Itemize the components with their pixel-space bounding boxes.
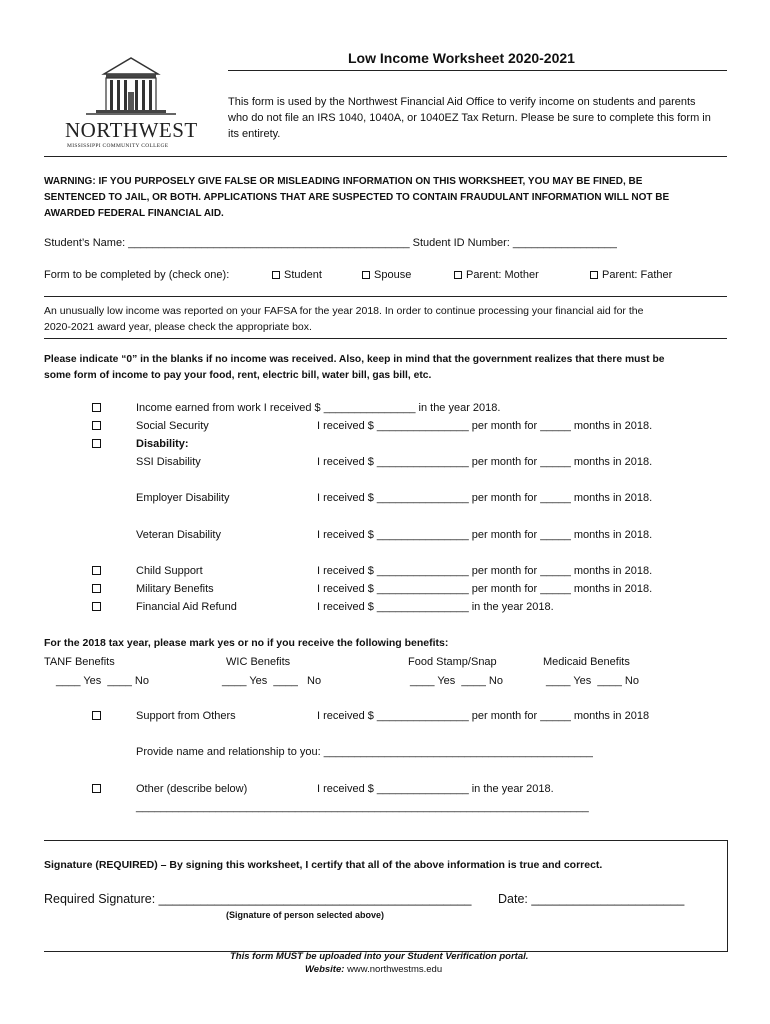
military-benefits-detail: I received $ _______________ per month for _____ months in 2018.	[317, 583, 653, 595]
checkbox-icon[interactable]	[590, 271, 598, 279]
veteran-disability-label: Veteran Disability	[136, 529, 221, 541]
required-signature-line[interactable]: Required Signature: _____________________________________________	[44, 892, 472, 906]
unusual-line: 2020-2021 award year, please check the appropriate box.	[44, 321, 312, 333]
disability-label: Disability:	[136, 438, 189, 450]
option-spouse[interactable]	[362, 269, 411, 281]
option-label: Spouse	[374, 269, 412, 281]
employer-disability-label: Employer Disability	[136, 492, 230, 504]
work-income-checkbox[interactable]	[92, 403, 101, 412]
financial-aid-refund-detail: I received $ _______________ in the year 2018.	[317, 601, 554, 613]
disability-checkbox[interactable]	[92, 439, 101, 448]
work-income-text: Income earned from work I received $ _______________ in the year 2018.	[136, 402, 501, 414]
social-security-label: Social Security	[136, 420, 209, 432]
tanf-label: TANF Benefits	[44, 656, 115, 668]
other-label: Other (describe below)	[136, 783, 248, 795]
child-support-checkbox[interactable]	[92, 566, 101, 575]
wic-yes-no[interactable]: ____ Yes ____ No	[222, 675, 322, 687]
social-security-checkbox[interactable]	[92, 421, 101, 430]
other-description-line: __________________________________________________________________________	[136, 801, 589, 813]
website-link[interactable]: www.northwestms.edu	[347, 964, 443, 975]
social-security-detail: I received $ _______________ per month for _____ months in 2018.	[317, 420, 653, 432]
completed-by-label: Form to be completed by (check one):	[44, 269, 230, 281]
support-checkbox[interactable]	[92, 711, 101, 720]
title-rule	[228, 70, 727, 71]
ssi-detail: I received $ _______________ per month for _____ months in 2018.	[317, 456, 653, 468]
option-parent-father[interactable]	[590, 269, 672, 281]
medicaid-label: Medicaid Benefits	[543, 656, 630, 668]
support-detail: I received $ _______________ per month for _____ months in 2018	[317, 710, 650, 722]
section-rule	[44, 296, 727, 297]
signature-certification: Signature (REQUIRED) – By signing this worksheet, I certify that all of the above information is true and correct.	[44, 859, 603, 871]
medicaid-yes-no[interactable]: ____ Yes ____ No	[546, 675, 639, 687]
warning-line: AWARDED FEDERAL FINANCIAL AID.	[44, 208, 224, 219]
financial-aid-refund-checkbox[interactable]	[92, 602, 101, 611]
option-label: Parent: Father	[602, 269, 673, 281]
logo-name: NORTHWEST	[65, 118, 198, 142]
provide-relationship-line: Provide name and relationship to you: ____________________________________________	[136, 746, 593, 758]
website-label: Website:	[305, 964, 345, 975]
upload-notice: This form MUST be uploaded into your Student Verification portal.	[230, 951, 529, 962]
intro-line: its entirety.	[228, 128, 281, 140]
page-title: Low Income Worksheet 2020-2021	[348, 50, 575, 66]
ssi-label: SSI Disability	[136, 456, 201, 468]
date-line[interactable]: Date: ______________________	[498, 892, 685, 906]
other-checkbox[interactable]	[92, 784, 101, 793]
section-rule	[44, 338, 727, 339]
logo-subtitle: MISSISSIPPI COMMUNITY COLLEGE	[67, 143, 169, 149]
checkbox-icon[interactable]	[362, 271, 370, 279]
unusual-line: An unusually low income was reported on your FAFSA for the year 2018. In order to continue processing your financial aid for the	[44, 305, 644, 317]
website-line	[305, 964, 442, 975]
header-rule	[44, 156, 727, 157]
military-benefits-label: Military Benefits	[136, 583, 214, 595]
financial-aid-refund-label: Financial Aid Refund	[136, 601, 237, 613]
wic-label: WIC Benefits	[226, 656, 291, 668]
employer-disability-detail: I received $ _______________ per month for _____ months in 2018.	[317, 492, 653, 504]
warning-line: SENTENCED TO JAIL, OR BOTH. APPLICATIONS THAT ARE SUSPECTED TO CONTAIN FRAUDULANT INFORMATION WILL NOT BE	[44, 192, 670, 203]
snap-label: Food Stamp/Snap	[408, 656, 497, 668]
college-logo	[56, 52, 206, 152]
benefits-heading: For the 2018 tax year, please mark yes or no if you receive the following benefits:	[44, 637, 449, 649]
option-label: Student	[284, 269, 322, 281]
option-label: Parent: Mother	[466, 269, 539, 281]
intro-line: who do not file an IRS 1040, 1040A, or 1040EZ Tax Return. Please be sure to complete this form in	[228, 112, 711, 124]
signature-box-top	[44, 840, 727, 841]
option-parent-mother[interactable]	[454, 269, 539, 281]
checkbox-icon[interactable]	[454, 271, 462, 279]
option-student[interactable]	[272, 269, 322, 281]
tanf-yes-no[interactable]: ____ Yes ____ No	[56, 675, 149, 687]
signature-box-right	[727, 840, 728, 951]
veteran-disability-detail: I received $ _______________ per month for _____ months in 2018.	[317, 529, 653, 541]
child-support-label: Child Support	[136, 565, 203, 577]
indicate-line: some form of income to pay your food, rent, electric bill, water bill, gas bill, etc.	[44, 370, 432, 381]
signature-note: (Signature of person selected above)	[226, 910, 385, 920]
indicate-line: Please indicate “0” in the blanks if no income was received. Also, keep in mind that the government realizes that there must be	[44, 354, 665, 365]
warning-line: WARNING: IF YOU PURPOSELY GIVE FALSE OR MISLEADING INFORMATION ON THIS WORKSHEET, YOU MAY BE FINED, BE	[44, 176, 643, 187]
support-label: Support from Others	[136, 710, 236, 722]
intro-line: This form is used by the Northwest Financial Aid Office to verify income on students and parents	[228, 96, 696, 108]
checkbox-icon[interactable]	[272, 271, 280, 279]
snap-yes-no[interactable]: ____ Yes ____ No	[410, 675, 503, 687]
child-support-detail: I received $ _______________ per month for _____ months in 2018.	[317, 565, 653, 577]
other-detail: I received $ _______________ in the year 2018.	[317, 783, 554, 795]
military-benefits-checkbox[interactable]	[92, 584, 101, 593]
student-name-id-line: Student’s Name: ______________________________________________ Student ID Number: _________________	[44, 237, 617, 249]
